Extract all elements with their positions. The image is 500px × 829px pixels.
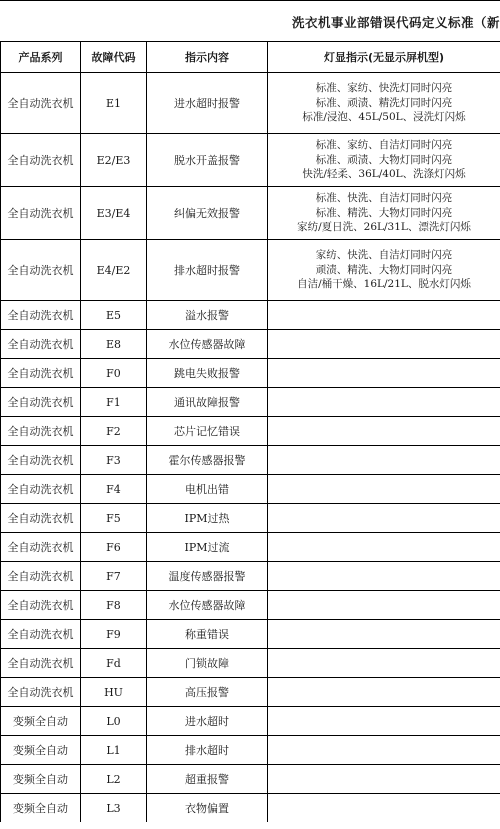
meaning-cell: 门锁故障 bbox=[147, 649, 268, 678]
code-cell: F0 bbox=[81, 359, 147, 388]
table-row bbox=[1, 533, 500, 562]
series-cell: 变频全自动 bbox=[1, 736, 81, 765]
series-cell: 全自动洗衣机 bbox=[1, 240, 81, 301]
meaning-cell: 温度传感器报警 bbox=[147, 562, 268, 591]
series-cell: 全自动洗衣机 bbox=[1, 504, 81, 533]
light-description-line: 自洁/桶干燥、16L/21L、脱水灯闪烁 bbox=[297, 278, 471, 291]
table-row bbox=[1, 359, 500, 388]
header-lights: 灯显指示(无显示屏机型) bbox=[268, 42, 500, 73]
code-cell: F5 bbox=[81, 504, 147, 533]
table-row bbox=[1, 388, 500, 417]
lights-cell bbox=[268, 765, 500, 794]
table-row bbox=[1, 446, 500, 475]
lights-cell bbox=[268, 330, 500, 359]
meaning-cell: 排水超时 bbox=[147, 736, 268, 765]
lights-cell bbox=[268, 707, 500, 736]
code-cell: E4/E2 bbox=[81, 240, 147, 301]
lights-cell bbox=[268, 736, 500, 765]
code-cell: E2/E3 bbox=[81, 134, 147, 187]
document-title: 洗衣机事业部错误代码定义标准（新 bbox=[292, 15, 500, 30]
series-cell: 变频全自动 bbox=[1, 794, 81, 823]
table-row bbox=[1, 649, 500, 678]
meaning-cell: 跳电失败报警 bbox=[147, 359, 268, 388]
table-row bbox=[1, 678, 500, 707]
table-row bbox=[1, 330, 500, 359]
code-cell: L2 bbox=[81, 765, 147, 794]
code-cell: F3 bbox=[81, 446, 147, 475]
light-description-line: 家纺/夏日洗、26L/31L、漂洗灯闪烁 bbox=[297, 221, 471, 234]
header-code: 故障代码 bbox=[81, 42, 147, 73]
light-description-line: 标准、精洗、大物灯同时闪亮 bbox=[315, 206, 453, 219]
light-description-line: 标准、快洗、自洁灯同时闪亮 bbox=[315, 192, 453, 205]
series-cell: 全自动洗衣机 bbox=[1, 533, 81, 562]
series-cell: 全自动洗衣机 bbox=[1, 330, 81, 359]
series-cell: 全自动洗衣机 bbox=[1, 649, 81, 678]
series-cell: 变频全自动 bbox=[1, 707, 81, 736]
table-row bbox=[1, 765, 500, 794]
table-row bbox=[1, 134, 500, 187]
meaning-cell: 进水超时 bbox=[147, 707, 268, 736]
meaning-cell: IPM过流 bbox=[147, 533, 268, 562]
lights-cell bbox=[268, 533, 500, 562]
light-description-line: 标准、家纺、快洗灯同时闪亮 bbox=[315, 82, 453, 95]
series-cell: 全自动洗衣机 bbox=[1, 446, 81, 475]
table-row bbox=[1, 591, 500, 620]
table-row bbox=[1, 475, 500, 504]
table-row bbox=[1, 240, 500, 301]
meaning-cell: IPM过热 bbox=[147, 504, 268, 533]
code-cell: F1 bbox=[81, 388, 147, 417]
series-cell: 全自动洗衣机 bbox=[1, 134, 81, 187]
light-description-line: 家纺、快洗、自洁灯同时闪亮 bbox=[315, 249, 453, 262]
title-bar bbox=[0, 0, 500, 42]
light-description-line: 标准/浸泡、45L/50L、浸洗灯闪烁 bbox=[302, 111, 466, 124]
series-cell: 变频全自动 bbox=[1, 765, 81, 794]
lights-cell bbox=[268, 649, 500, 678]
series-cell: 全自动洗衣机 bbox=[1, 475, 81, 504]
series-cell: 全自动洗衣机 bbox=[1, 187, 81, 240]
header-meaning: 指示内容 bbox=[147, 42, 268, 73]
meaning-cell: 称重错误 bbox=[147, 620, 268, 649]
table-row bbox=[1, 504, 500, 533]
lights-cell bbox=[268, 359, 500, 388]
table-row bbox=[1, 736, 500, 765]
code-cell: L1 bbox=[81, 736, 147, 765]
meaning-cell: 超重报警 bbox=[147, 765, 268, 794]
code-cell: F7 bbox=[81, 562, 147, 591]
code-cell: F4 bbox=[81, 475, 147, 504]
meaning-cell: 排水超时报警 bbox=[147, 240, 268, 301]
code-cell: L3 bbox=[81, 794, 147, 823]
code-cell: E3/E4 bbox=[81, 187, 147, 240]
meaning-cell: 高压报警 bbox=[147, 678, 268, 707]
code-cell: HU bbox=[81, 678, 147, 707]
meaning-cell: 通讯故障报警 bbox=[147, 388, 268, 417]
lights-cell bbox=[268, 591, 500, 620]
meaning-cell: 水位传感器故障 bbox=[147, 591, 268, 620]
light-description-line: 标准、家纺、自洁灯同时闪亮 bbox=[315, 139, 453, 152]
code-cell: E8 bbox=[81, 330, 147, 359]
lights-cell bbox=[268, 620, 500, 649]
series-cell: 全自动洗衣机 bbox=[1, 73, 81, 134]
meaning-cell: 霍尔传感器报警 bbox=[147, 446, 268, 475]
table-row bbox=[1, 301, 500, 330]
error-code-table bbox=[0, 41, 500, 822]
table-row bbox=[1, 562, 500, 591]
meaning-cell: 脱水开盖报警 bbox=[147, 134, 268, 187]
lights-cell bbox=[268, 240, 500, 301]
table-row bbox=[1, 417, 500, 446]
lights-cell bbox=[268, 301, 500, 330]
meaning-cell: 溢水报警 bbox=[147, 301, 268, 330]
meaning-cell: 电机出错 bbox=[147, 475, 268, 504]
meaning-cell: 水位传感器故障 bbox=[147, 330, 268, 359]
table-row bbox=[1, 794, 500, 823]
code-cell: F6 bbox=[81, 533, 147, 562]
lights-cell bbox=[268, 562, 500, 591]
table-row bbox=[1, 73, 500, 134]
meaning-cell: 衣物偏置 bbox=[147, 794, 268, 823]
series-cell: 全自动洗衣机 bbox=[1, 359, 81, 388]
code-cell: Fd bbox=[81, 649, 147, 678]
lights-cell bbox=[268, 794, 500, 823]
series-cell: 全自动洗衣机 bbox=[1, 562, 81, 591]
lights-cell bbox=[268, 73, 500, 134]
code-cell: F2 bbox=[81, 417, 147, 446]
header-series: 产品系列 bbox=[1, 42, 81, 73]
table-row bbox=[1, 707, 500, 736]
lights-cell bbox=[268, 504, 500, 533]
lights-cell bbox=[268, 678, 500, 707]
code-cell: E5 bbox=[81, 301, 147, 330]
lights-cell bbox=[268, 187, 500, 240]
code-cell: F9 bbox=[81, 620, 147, 649]
series-cell: 全自动洗衣机 bbox=[1, 301, 81, 330]
series-cell: 全自动洗衣机 bbox=[1, 591, 81, 620]
series-cell: 全自动洗衣机 bbox=[1, 678, 81, 707]
lights-cell bbox=[268, 388, 500, 417]
light-description-line: 标准、顽渍、精洗灯同时闪亮 bbox=[315, 96, 453, 109]
code-cell: L0 bbox=[81, 707, 147, 736]
table-row bbox=[1, 187, 500, 240]
series-cell: 全自动洗衣机 bbox=[1, 620, 81, 649]
header-row bbox=[1, 42, 500, 73]
light-description-line: 标准、顽渍、大物灯同时闪亮 bbox=[315, 153, 453, 166]
lights-cell bbox=[268, 417, 500, 446]
meaning-cell: 进水超时报警 bbox=[147, 73, 268, 134]
code-cell: F8 bbox=[81, 591, 147, 620]
light-description-line: 顽渍、精洗、大物灯同时闪亮 bbox=[315, 263, 453, 276]
lights-cell bbox=[268, 446, 500, 475]
code-cell: E1 bbox=[81, 73, 147, 134]
meaning-cell: 纠偏无效报警 bbox=[147, 187, 268, 240]
lights-cell bbox=[268, 475, 500, 504]
light-description-line: 快洗/轻柔、36L/40L、洗涤灯闪烁 bbox=[302, 168, 466, 181]
lights-cell bbox=[268, 134, 500, 187]
table-row bbox=[1, 620, 500, 649]
series-cell: 全自动洗衣机 bbox=[1, 417, 81, 446]
meaning-cell: 芯片记忆错误 bbox=[147, 417, 268, 446]
series-cell: 全自动洗衣机 bbox=[1, 388, 81, 417]
